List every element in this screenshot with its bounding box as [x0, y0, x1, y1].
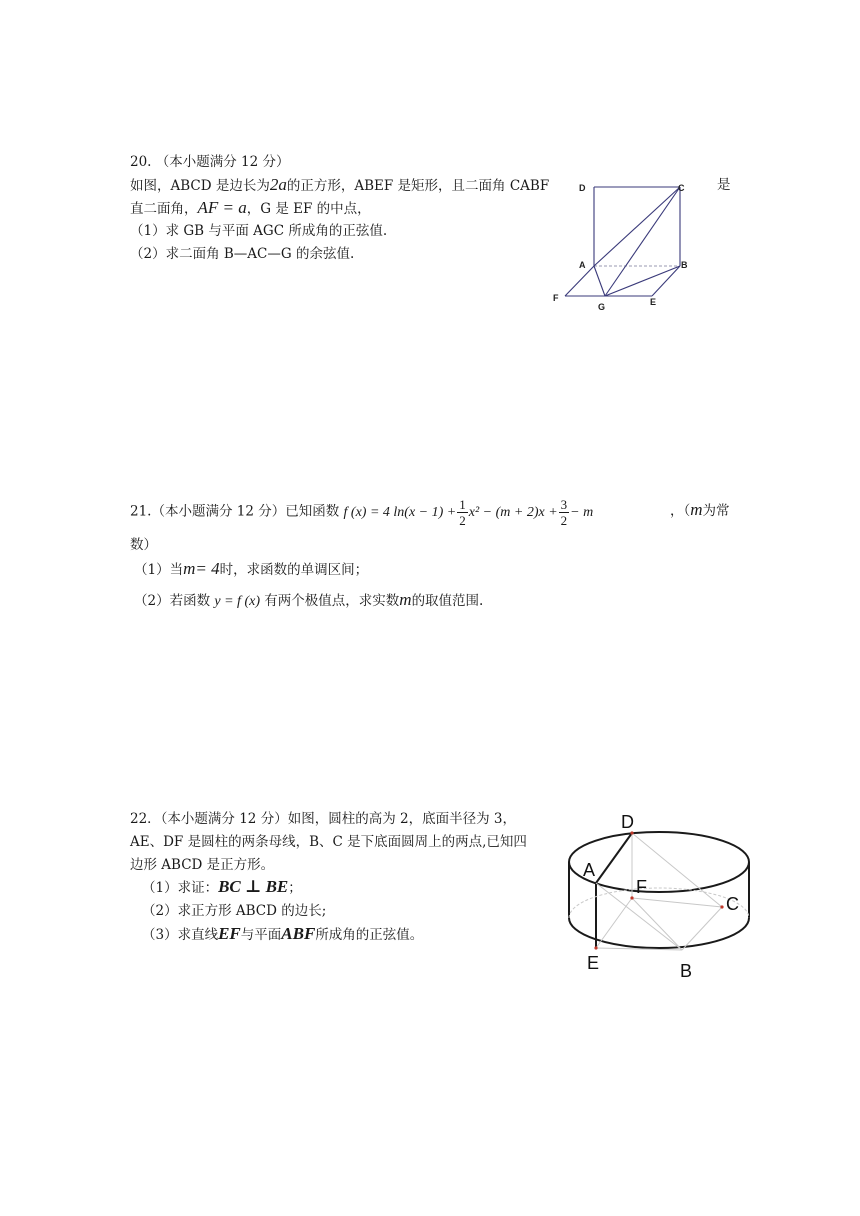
label-a: A	[583, 860, 596, 880]
label-d: D	[621, 812, 634, 832]
problem-20-line2-end: 是	[717, 177, 731, 193]
figure-22-cylinder	[560, 808, 760, 988]
label-a: A	[579, 260, 586, 270]
problem-22-line3: 边形 ABCD 是正方形。	[130, 857, 275, 873]
math-af-equals-a: AF = a	[197, 198, 247, 217]
label-e: E	[587, 953, 600, 973]
problem-21-part2: （2）若函数 y = f (x) 有两个极值点，求实数m的取值范围.	[134, 590, 484, 609]
label-c: C	[726, 894, 739, 914]
function-definition: f (x) = 4 ln(x − 1) + $\frac{1}{2}$ x² − (m + 2)x + $\frac{3}{2}$ − m	[343, 497, 594, 528]
problem-22-line1: 22．（本小题满分 12 分）如图，圆柱的高为 2，底面半径为 3，	[130, 811, 516, 827]
math-2a: 2a	[269, 175, 287, 194]
label-f: F	[636, 877, 647, 897]
label-g: G	[598, 302, 606, 312]
problem-22-part3: （3）求直线EF与平面ABF所成角的正弦值。	[142, 924, 424, 943]
label-e: E	[650, 297, 657, 307]
problem-20-part2: （2）求二面角 B—AC—G 的余弦值.	[130, 246, 355, 262]
problem-22-line2: AE、DF 是圆柱的两条母线，B、C 是下底面圆周上的两点,已知四	[130, 834, 527, 850]
figure-20-prism	[540, 170, 700, 320]
problem-20-line2: 如图，ABCD 是边长为2a的正方形，ABEF 是矩形，且二面角 CABF	[130, 175, 550, 194]
problem-21-part1: （1）当m= 4时，求函数的单调区间；	[134, 559, 369, 578]
problem-21-line2: 数）	[130, 537, 157, 553]
problem-20-line3: 直二面角，AF = a，G 是 EF 的中点，	[130, 198, 371, 217]
problem-21-line1-tail: ，（m为常	[670, 500, 730, 519]
problem-21-line1: 21.（本小题满分 12 分）已知函数 f (x) = 4 ln(x − 1) + $\frac{1}{2}$ x² − (m + 2)x + $\frac{3}{2}$ − m	[130, 497, 594, 528]
label-d: D	[579, 183, 586, 193]
problem-22-part1: （1）求证：BC ⊥ BE；	[142, 877, 302, 896]
fraction-one-half: $\frac{1}{2}$	[459, 497, 466, 528]
label-c: C	[678, 183, 685, 193]
problem-22-part2: （2）求正方形 ABCD 的边长;	[142, 903, 327, 919]
fraction-three-halves: $\frac{3}{2}$	[560, 497, 568, 528]
label-b: B	[680, 961, 693, 981]
problem-20-part1: （1）求 GB 与平面 AGC 所成角的正弦值.	[130, 223, 388, 239]
label-b: B	[681, 260, 688, 270]
label-f: F	[553, 293, 559, 303]
problem-20-header: 20. （本小题满分 12 分）	[130, 154, 290, 170]
